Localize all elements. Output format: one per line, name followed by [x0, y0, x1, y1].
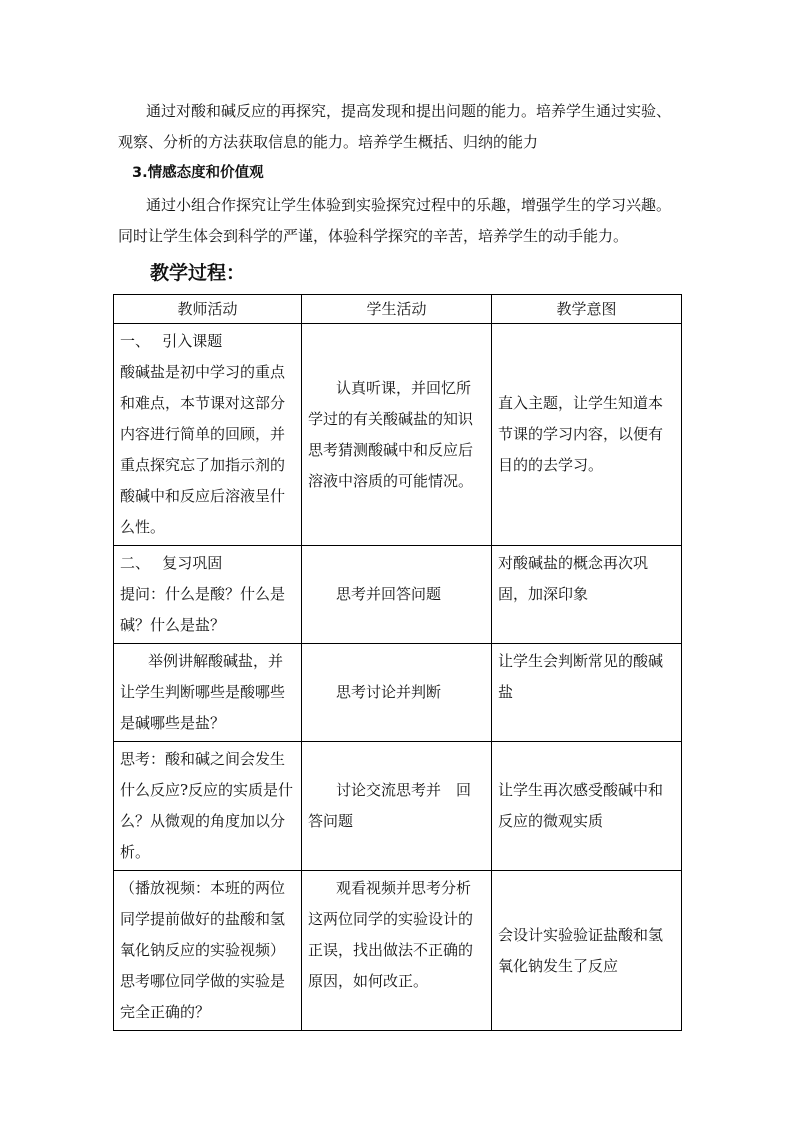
student-cell	[302, 871, 492, 1031]
teacher-text: （播放视频：本班的两位同学提前做好的盐酸和氢氧化钠反应的实验视频）思考哪位同学做的实验是完全正确的？	[120, 879, 286, 1021]
teacher-text: 举例讲解酸碱盐，并让学生判断哪些是酸哪些是碱哪些是盐？	[120, 652, 286, 732]
header-student: 学生活动	[302, 295, 492, 324]
heading-emotion-values: 3.情感态度和价值观	[132, 165, 264, 181]
student-cell	[302, 324, 492, 546]
intent-text: 让学生再次感受酸碱中和反应的微观实质	[498, 781, 664, 830]
teacher-step-title: 二、 复习巩固	[120, 554, 223, 572]
header-intent: 教学意图	[492, 295, 682, 324]
teacher-cell	[114, 871, 302, 1031]
intent-cell	[492, 546, 682, 644]
teacher-step-title: 一、 引入课题	[120, 332, 223, 350]
student-cell	[302, 644, 492, 742]
table-row	[114, 546, 682, 644]
header-teacher: 教师活动	[114, 295, 302, 324]
student-text: 思考并回答问题	[336, 585, 442, 603]
intent-text: 让学生会判断常见的酸碱盐	[498, 652, 664, 701]
teacher-text: 提问：什么是酸？什么是碱？什么是盐？	[120, 585, 286, 634]
intent-text: 会设计实验验证盐酸和氢氧化钠发生了反应	[498, 925, 664, 975]
student-cell	[302, 742, 492, 871]
student-text: 思考讨论并判断	[336, 683, 442, 701]
teacher-cell	[114, 742, 302, 871]
student-text: 讨论交流思考并 回答问题	[308, 781, 472, 830]
student-cell	[302, 546, 492, 644]
teacher-cell	[114, 546, 302, 644]
intent-cell	[492, 324, 682, 546]
intent-cell	[492, 871, 682, 1031]
table-row	[114, 324, 682, 546]
teacher-cell	[114, 644, 302, 742]
table-row	[114, 871, 682, 1031]
teacher-text: 酸碱盐是初中学习的重点和难点，本节课对这部分内容进行简单的回顾，并重点探究忘了加指示剂的酸碱中和反应后溶液呈什么性。	[120, 363, 286, 536]
intent-text: 直入主题，让学生知道本节课的学习内容，以便有目的的去学习。	[498, 394, 664, 474]
section-title: 教学过程：	[150, 262, 246, 284]
student-text: 观看视频并思考分析这两位同学的实验设计的正误，找出做法不正确的原因，如何改正。	[308, 879, 474, 990]
table-row	[114, 742, 682, 871]
intent-text: 对酸碱盐的概念再次巩固，加深印象	[498, 554, 649, 603]
table-row	[114, 644, 682, 742]
paragraph-emotion: 通过小组合作探究让学生体验到实验探究过程中的乐趣，增强学生的学习兴趣。同时让学生体会到科学的严谨，体验科学探究的辛苦，培养学生的动手能力。	[118, 196, 672, 245]
teacher-cell	[114, 324, 302, 546]
table-header-row	[114, 295, 682, 324]
teaching-process-table	[113, 294, 682, 1031]
intent-cell	[492, 644, 682, 742]
paragraph-abilities: 通过对酸和碱反应的再探究，提高发现和提出问题的能力。培养学生通过实验、观察、分析的方法获取信息的能力。培养学生概括、归纳的能力	[118, 102, 672, 151]
teacher-text: 思考：酸和碱之间会发生什么反应?反应的实质是什么？从微观的角度加以分析。	[120, 750, 294, 861]
intent-cell	[492, 742, 682, 871]
student-text: 认真听课，并回忆所学过的有关酸碱盐的知识 思考猜测酸碱中和反应后溶液中溶质的可能情况。	[308, 378, 489, 490]
